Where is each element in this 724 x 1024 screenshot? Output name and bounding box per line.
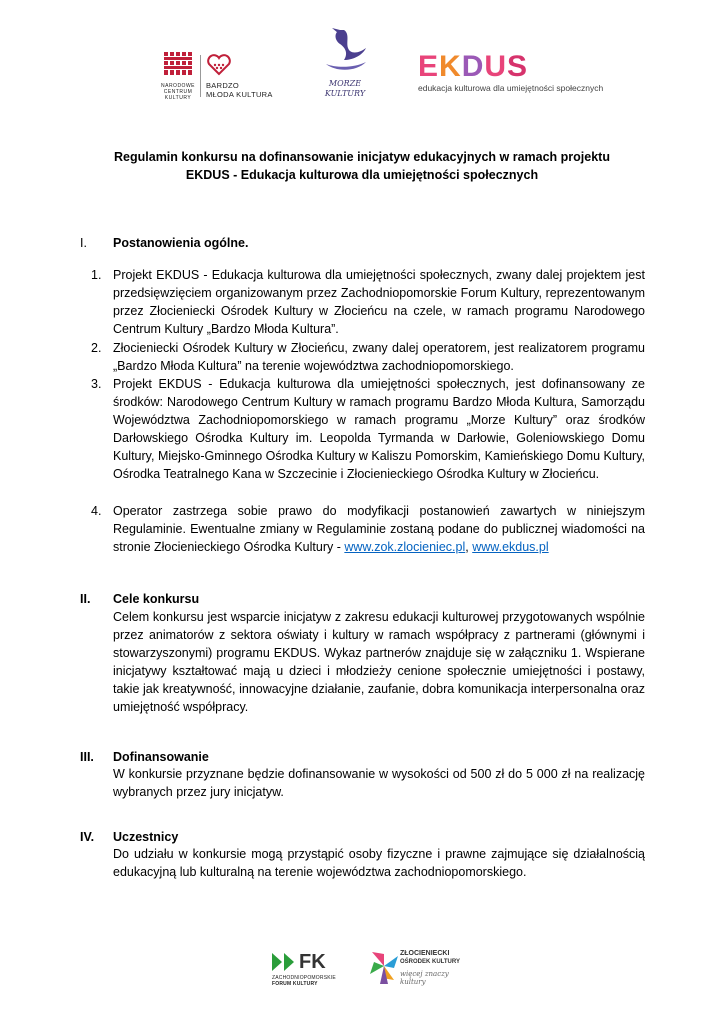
swan-icon bbox=[318, 26, 372, 74]
nck-line-2: CENTRUM bbox=[163, 89, 193, 95]
ekdus-letter-e: E bbox=[418, 50, 440, 83]
link-separator: , bbox=[465, 540, 473, 555]
section-4-numeral: IV. bbox=[80, 830, 95, 844]
morze-line-2: KULTURY bbox=[324, 89, 366, 98]
ekdus-letter-u: U bbox=[484, 50, 508, 83]
section-4-body: Do udziału w konkursie mogą przystąpić osoby fizyczne i prawne zajmujące się działalnością edukacyjną lub kulturalną na terenie województwa zachodniopomorskiego. bbox=[113, 847, 645, 880]
list-item-number: 3. bbox=[91, 377, 102, 391]
ekdus-letter-k: K bbox=[439, 50, 462, 83]
list-item-text: Operator zastrzega sobie prawo do modyfikacji postanowień zawartych w niniejszym Regulaminie. Ewentualne zmiany w Regulaminie zostaną podane do publicznej wiadomości na stronie Złocienieckiego Ośrodka Kultury - bbox=[113, 504, 645, 555]
zok-line-2: OŚRODEK KULTURY bbox=[400, 959, 460, 965]
zok-website-link[interactable]: www.zok.zlocieniec.pl bbox=[344, 540, 466, 555]
zok-logo bbox=[366, 944, 466, 994]
ekdus-letter-s: S bbox=[507, 50, 529, 83]
section-1-heading: Postanowienia ogólne. bbox=[113, 236, 249, 250]
list-item-number: 1. bbox=[91, 268, 102, 282]
logo-divider bbox=[200, 55, 201, 97]
morze-line-1: MORZE bbox=[328, 79, 362, 88]
ekdus-wordmark bbox=[418, 52, 608, 82]
fk-logo bbox=[272, 952, 344, 996]
section-4-heading: Uczestnicy bbox=[113, 830, 179, 844]
ekdus-subtitle: edukacja kulturowa dla umiejętności społecznych bbox=[418, 83, 604, 93]
fk-line-1: ZACHODNIOPOMORSKIE bbox=[272, 975, 336, 981]
fk-mark: FK bbox=[299, 951, 326, 973]
section-2-body: Celem konkursu jest wsparcie inicjatyw z zakresu edukacji kulturowej przygotowanych wspólnie przez animatorów z sektora oświaty i kultury w ramach współpracy z partnerami (głównymi i stowarzyszonymi) programu EKDUS. Wykaz partnerów znajduje się w załączniku 1. Wspierane inicjatywy kształtować mają u dzieci i młodzieży cenione społecznie umiejętności i postawy, takie jak kreatywność, innowacyjne działanie, zaufanie, dobra komunikacja interpersonalna oraz umiejętność współpracy. bbox=[113, 610, 645, 715]
section-3-body: W konkursie przyznane będzie dofinansowanie w wysokości od 500 zł do 5 000 zł na realizację wybranych przez jury inicjatyw. bbox=[113, 767, 645, 800]
nck-line-3: KULTURY bbox=[164, 95, 192, 101]
list-item-text: Projekt EKDUS - Edukacja kulturowa dla umiejętności społecznych, jest dofinansowany ze środków: Narodowego Centrum Kultury w ramach programu Bardzo Młoda Kultura, Samorządu Województwa Zachodniopomorskiego w ramach programu „Morze Kultury” oraz środków Darłowskiego Ośrodka Kultury im. Leopolda Tyrmanda w Darłowie, Goleniowskiego Domu Kultury, Miejsko-Gminnego Ośrodka Kultury w Kaliszu Pomorskim, Kamieńskiego Domu Kultury, Ośrodka Teatralnego Kana w Szczecinie i Złocienieckiego Ośrodka Kultury w Złocieńcu. bbox=[113, 377, 645, 482]
list-item-number: 4. bbox=[91, 504, 102, 518]
ekdus-letter-d: D bbox=[461, 50, 485, 83]
nck-logo bbox=[158, 52, 198, 100]
morze-kultury-logo bbox=[318, 26, 372, 102]
list-item-text: Złocieniecki Ośrodek Kultury w Złocieńcu, zwany dalej operatorem, jest realizatorem programu „Bardzo Młoda Kultura” na terenie województwa zachodniopomorskiego. bbox=[113, 341, 645, 374]
ekdus-logo bbox=[418, 52, 608, 96]
zok-line-1: ZŁOCIENIECKI bbox=[400, 950, 450, 957]
document-title bbox=[90, 148, 634, 184]
list-item-number: 2. bbox=[91, 341, 102, 355]
list-item bbox=[91, 266, 645, 338]
list-item bbox=[91, 375, 645, 484]
list-item bbox=[91, 339, 645, 375]
zok-tagline: więcej znaczy kultury bbox=[400, 970, 449, 986]
section-3-heading: Dofinansowanie bbox=[113, 750, 209, 764]
title-line-1: Regulamin konkursu na dofinansowanie inicjatyw edukacyjnych w ramach projektu bbox=[114, 150, 610, 164]
section-3-numeral: III. bbox=[80, 750, 94, 764]
nck-castle-icon bbox=[158, 52, 198, 78]
bmk-logo bbox=[206, 54, 286, 100]
section-1-numeral: I. bbox=[80, 236, 87, 250]
section-2-heading: Cele konkursu bbox=[113, 592, 200, 606]
section-2-numeral: II. bbox=[80, 592, 91, 606]
bmk-heart-icon bbox=[206, 54, 232, 76]
bmk-line-1: BARDZO bbox=[206, 81, 240, 90]
ekdus-website-link[interactable]: www.ekdus.pl bbox=[472, 540, 549, 555]
nck-line-1: NARODOWE bbox=[161, 83, 195, 89]
bmk-line-2: MŁODA KULTURA bbox=[206, 90, 273, 99]
title-line-2: EKDUS - Edukacja kulturowa dla umiejętności społecznych bbox=[185, 168, 539, 182]
zok-pinwheel-icon bbox=[366, 944, 402, 988]
fk-arrows-icon bbox=[272, 953, 298, 971]
list-item bbox=[91, 502, 645, 556]
fk-line-2: FORUM KULTURY bbox=[272, 981, 318, 987]
list-item-text: Projekt EKDUS - Edukacja kulturowa dla umiejętności społecznych, zwany dalej projektem jest przedsięwzięciem organizowanym przez Zachodniopomorskie Forum Kultury, reprezentowanym przez Złocieniecki Ośrodek Kultury w Złocieńcu na czele, w ramach programu Narodowego Centrum Kultury „Bardzo Młoda Kultura”. bbox=[113, 268, 645, 337]
